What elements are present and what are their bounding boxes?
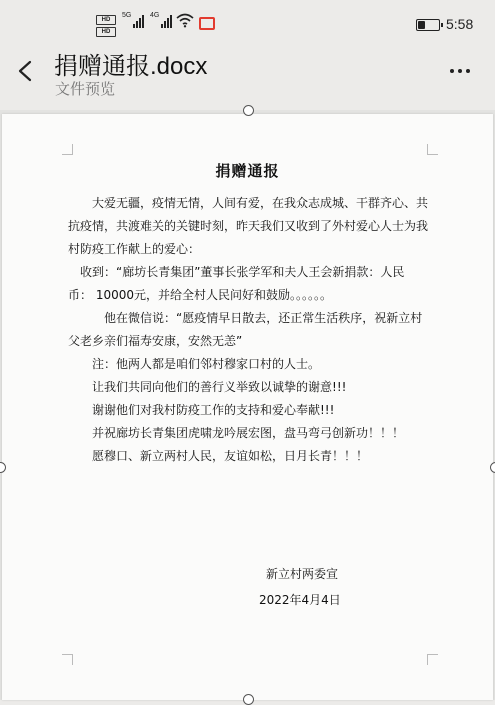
resize-handle-right[interactable]: [490, 462, 495, 473]
document-title: 捐赠通报.docx: [54, 53, 208, 80]
document-preview[interactable]: [0, 110, 495, 700]
screen-record-icon: [199, 17, 215, 30]
paragraph: 注：他两人都是咱们邻村穆家口村的人士。: [68, 357, 321, 371]
page-corner-mark: [62, 144, 73, 155]
battery-level: [418, 21, 425, 29]
hd-label-bottom: HD: [96, 27, 116, 37]
document-heading: 捐赠通报: [215, 162, 280, 180]
paragraph: 大爱无疆，疫情无情，人间有爱，在我众志成城、干群齐心、共抗疫情，共渡难关的关键时刻，昨天我们又收到了外村爱心人士为我村防疫工作献上的爱心：: [68, 196, 429, 256]
resize-handle-top[interactable]: [243, 105, 254, 116]
clock: 5:58: [446, 16, 474, 32]
paragraph: 愿穆口、新立两村人民，友谊如松，日月长青！！！: [68, 449, 369, 463]
document-subtitle: 文件预览: [55, 80, 116, 98]
paragraph: 谢谢他们对我村防疫工作的支持和爱心奉献!!!: [68, 403, 335, 417]
network-type-2: 4G: [150, 12, 160, 19]
paragraph: 并祝廊坊长青集团虎啸龙吟展宏图，盘马弯弓创新功！！！: [68, 426, 405, 440]
document-date: 2022年4月4日: [259, 593, 341, 607]
back-button[interactable]: [6, 52, 44, 90]
page-corner-mark: [427, 144, 438, 155]
signal-icon-2: [150, 12, 172, 28]
wifi-icon: [176, 12, 194, 28]
hd-label-top: HD: [96, 15, 116, 25]
page-corner-mark: [427, 654, 438, 665]
document-page: [2, 114, 493, 700]
battery-icon: [416, 19, 440, 31]
more-icon: [450, 69, 454, 73]
document-body: [68, 192, 428, 468]
more-options-button[interactable]: [440, 56, 480, 86]
page-corner-mark: [62, 654, 73, 665]
signature: 新立村两委宣: [266, 567, 339, 581]
network-type-1: 5G: [122, 12, 132, 19]
app-header: [0, 38, 495, 110]
chevron-left-icon: [17, 60, 33, 82]
paragraph: 收到：“廊坊长青集团”董事长张学军和夫人王会新捐款：人民币： 10000元，并给全村人民问好和鼓励。。。。。。: [68, 265, 405, 302]
status-bar: [0, 0, 495, 38]
signal-icon: [122, 12, 144, 28]
hd-icon: [96, 15, 116, 39]
paragraph: 让我们共同向他们的善行义举致以诚挚的谢意!!!: [68, 380, 347, 394]
paragraph: 他在微信说：“愿疫情早日散去，还正常生活秩序，祝新立村父老乡亲们福寿安康，安然无恙”: [68, 311, 423, 348]
